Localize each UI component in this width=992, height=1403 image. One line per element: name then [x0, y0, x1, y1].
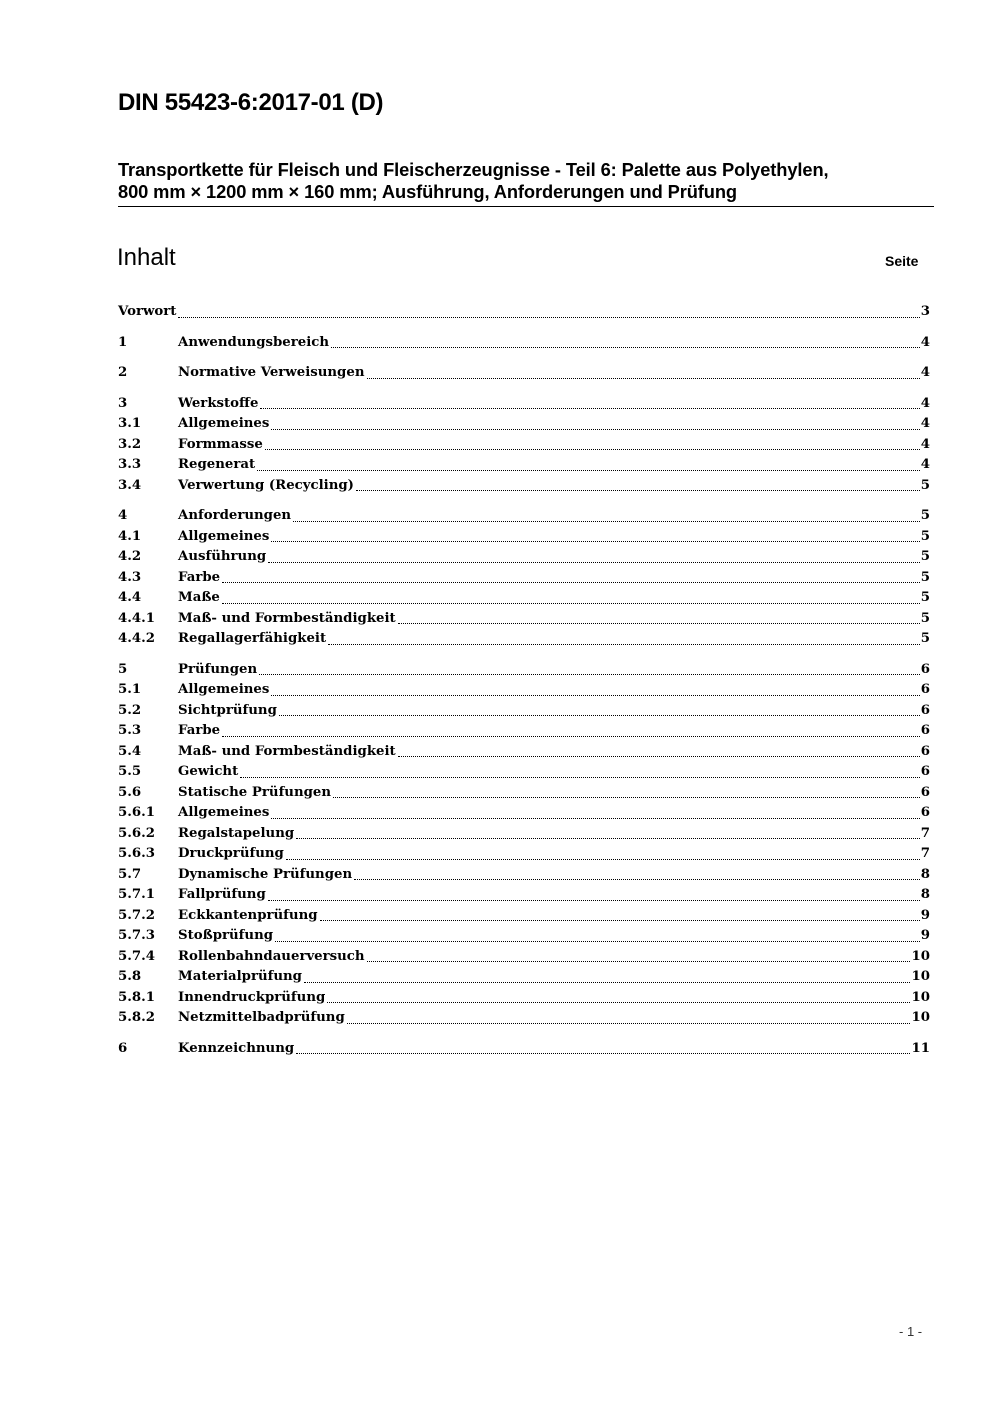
toc-entry-number: 5 [118, 661, 128, 677]
toc-entry-title: Regalstapelung [178, 825, 295, 841]
toc-entry[interactable] [118, 844, 930, 865]
toc-entry[interactable] [118, 865, 930, 886]
toc-entry-line [178, 803, 930, 824]
toc-entry-title: Dynamische Prüfungen [178, 866, 353, 882]
toc-entry[interactable] [118, 824, 930, 845]
toc-entry-page: 4 [920, 334, 930, 350]
toc-entry-page: 5 [920, 631, 930, 646]
toc-dot-leader [275, 940, 920, 942]
toc-entry-number: 5.8.1 [118, 989, 156, 1005]
toc-entry-page: 6 [920, 682, 930, 697]
toc-entry-page: 4 [920, 365, 930, 380]
toc-entry-title: Formmasse [178, 436, 263, 452]
toc-entry-page: 4 [920, 457, 930, 472]
toc-entry-number: 3 [118, 395, 128, 411]
toc-entry-line [178, 865, 930, 886]
toc-dot-leader [296, 1052, 910, 1054]
toc-dot-leader [268, 899, 920, 901]
toc-entry-title: Farbe [178, 723, 221, 738]
toc-entry-title: Maß- und Formbeständigkeit [178, 610, 396, 626]
toc-dot-leader [265, 448, 920, 450]
toc-entry[interactable] [118, 588, 930, 609]
toc-entry-page: 6 [920, 764, 930, 779]
document-title-line-1: Transportkette für Fleisch und Fleischerzeugnisse - Teil 6: Palette aus Polyethylen, [118, 159, 829, 180]
toc-entry-page: 7 [920, 846, 930, 861]
toc-entry-page: 5 [920, 477, 930, 493]
toc-entry-title: Vorwort [118, 304, 177, 319]
toc-entry-line [178, 721, 930, 742]
toc-entry[interactable] [118, 721, 930, 742]
toc-entry-number: 5.6.3 [118, 846, 156, 861]
toc-entry-title: Maß- und Formbeständigkeit [178, 743, 396, 759]
toc-dot-leader [222, 735, 920, 737]
toc-dot-leader [259, 673, 920, 675]
toc-entry-page: 10 [911, 969, 930, 984]
toc-entry-page: 10 [911, 989, 930, 1005]
toc-entry-page: 6 [920, 661, 930, 677]
toc-entry-line [178, 762, 930, 783]
toc-entry-page: 6 [920, 784, 930, 800]
toc-entry-page: 11 [911, 1040, 930, 1056]
toc-dot-leader [367, 377, 920, 379]
toc-entry-page: 5 [920, 528, 930, 544]
toc-entry-page: 8 [920, 887, 930, 902]
toc-entry-number: 5.7.3 [118, 928, 156, 943]
toc-entry-page: 10 [911, 948, 930, 964]
toc-dot-leader [279, 714, 920, 716]
toc-entry-line [178, 609, 930, 630]
toc-entry-page: 10 [911, 1010, 930, 1025]
toc-entry-line [178, 476, 930, 497]
toc-entry-line [178, 629, 930, 650]
toc-entry-page: 5 [920, 569, 930, 585]
toc-entry-number: 5.6.1 [118, 805, 156, 820]
toc-entry-page: 4 [920, 395, 930, 411]
toc-entry-line [178, 506, 930, 527]
toc-entry[interactable] [118, 629, 930, 650]
toc-entry[interactable] [118, 455, 930, 476]
toc-entry-number: 3.4 [118, 477, 142, 493]
toc-dot-leader [271, 540, 919, 542]
toc-entry-number: 5.7.1 [118, 887, 156, 902]
toc-entry[interactable] [118, 1008, 930, 1029]
toc-entry-title: Materialprüfung [178, 969, 302, 984]
toc-entry-page: 8 [920, 866, 930, 882]
toc-entry[interactable] [118, 506, 930, 527]
toc-entry-title: Anwendungsbereich [178, 334, 330, 350]
toc-entry-title: Stoßprüfung [178, 928, 274, 943]
toc-entry[interactable] [118, 394, 930, 415]
toc-entry-line [178, 988, 930, 1009]
toc-entry-title: Innendruckprüfung [178, 989, 326, 1005]
toc-entry-number: 4.4 [118, 590, 142, 605]
toc-entry-number: 3.3 [118, 457, 142, 472]
toc-dot-leader [222, 602, 920, 604]
document-title-line-2: 800 mm × 1200 mm × 160 mm; Ausführung, Anforderungen und Prüfung [118, 181, 737, 202]
toc-entry-number: 3.1 [118, 416, 142, 431]
toc-entry[interactable] [118, 547, 930, 568]
toc-entry[interactable] [118, 906, 930, 927]
toc-entry-page: 6 [920, 743, 930, 759]
toc-entry-line [178, 1039, 930, 1060]
table-of-contents [118, 302, 930, 1059]
toc-entry-title: Anforderungen [178, 508, 292, 523]
toc-entry[interactable] [118, 967, 930, 988]
toc-heading: Inhalt [117, 244, 176, 271]
toc-dot-leader [286, 858, 920, 860]
toc-entry-page: 5 [920, 508, 930, 523]
toc-dot-leader [398, 622, 920, 624]
toc-entry-line [178, 680, 930, 701]
toc-entry-title: Rollenbahndauerversuch [178, 948, 365, 964]
toc-entry[interactable] [118, 680, 930, 701]
toc-entry-page: 4 [920, 436, 930, 452]
toc-entry[interactable] [118, 803, 930, 824]
toc-entry[interactable] [118, 660, 930, 681]
toc-entry-title: Statische Prüfungen [178, 784, 332, 800]
toc-entry-number: 4.2 [118, 549, 142, 564]
toc-entry[interactable] [118, 701, 930, 722]
toc-dot-leader [260, 407, 919, 409]
toc-entry-number: 5.2 [118, 702, 142, 718]
toc-entry-number: 3.2 [118, 436, 142, 452]
toc-entry-line [178, 435, 930, 456]
toc-entry-title: Druckprüfung [178, 846, 284, 861]
toc-dot-leader [354, 878, 920, 880]
toc-entry-number: 5.8.2 [118, 1010, 156, 1025]
toc-entry[interactable] [118, 885, 930, 906]
toc-entry[interactable] [118, 947, 930, 968]
toc-entry-line [178, 701, 930, 722]
toc-entry-title: Allgemeines [178, 416, 270, 431]
toc-dot-leader [271, 817, 919, 819]
toc-entry-line [178, 783, 930, 804]
toc-entry-line [178, 547, 930, 568]
toc-entry-line [178, 967, 930, 988]
toc-entry-title: Netzmittelbadprüfung [178, 1010, 345, 1025]
toc-entry-title: Fallprüfung [178, 887, 266, 902]
toc-entry-title: Ausführung [178, 549, 267, 564]
toc-entry-page: 6 [920, 723, 930, 738]
toc-entry[interactable] [118, 476, 930, 497]
toc-entry[interactable] [118, 435, 930, 456]
toc-entry-line [178, 527, 930, 548]
toc-entry-number: 5.7 [118, 866, 142, 882]
toc-entry-number: 5.8 [118, 969, 142, 984]
toc-dot-leader [328, 643, 920, 645]
toc-entry-page: 9 [920, 928, 930, 943]
toc-entry-number: 2 [118, 365, 128, 380]
toc-entry-line [178, 363, 930, 384]
toc-entry-line [178, 588, 930, 609]
toc-dot-leader [356, 489, 920, 491]
title-divider [118, 206, 934, 207]
toc-dot-leader [333, 796, 920, 798]
toc-entry-number: 5.4 [118, 743, 142, 759]
toc-entry-line [178, 926, 930, 947]
toc-entry-title: Regenerat [178, 457, 256, 472]
toc-dot-leader [268, 561, 920, 563]
toc-entry-title: Allgemeines [178, 528, 270, 544]
toc-entry-page: 9 [920, 907, 930, 923]
toc-entry-page: 3 [920, 304, 930, 319]
toc-entry[interactable] [118, 742, 930, 763]
toc-dot-leader [304, 981, 911, 983]
toc-entry-number: 5.7.2 [118, 907, 156, 923]
toc-entry-number: 5.6 [118, 784, 142, 800]
toc-entry[interactable] [118, 926, 930, 947]
toc-entry-line [178, 394, 930, 415]
toc-dot-leader [293, 520, 920, 522]
toc-entry-title: Gewicht [178, 764, 239, 779]
toc-entry-title: Prüfungen [178, 661, 258, 677]
toc-entry-title: Allgemeines [178, 805, 270, 820]
toc-entry-title: Farbe [178, 569, 221, 585]
toc-entry-number: 4.4.1 [118, 610, 156, 626]
toc-entry-title: Werkstoffe [178, 395, 259, 411]
toc-entry-line [178, 947, 930, 968]
toc-entry-number: 5.6.2 [118, 825, 156, 841]
toc-dot-leader [347, 1022, 911, 1024]
toc-entry[interactable] [118, 1039, 930, 1060]
toc-entry[interactable] [118, 609, 930, 630]
toc-entry[interactable] [118, 762, 930, 783]
toc-dot-leader [398, 755, 920, 757]
toc-entry-title: Normative Verweisungen [178, 365, 365, 380]
toc-entry-page: 4 [920, 416, 930, 431]
toc-entry-line [178, 333, 930, 354]
toc-entry-line [178, 455, 930, 476]
toc-dot-leader [320, 919, 920, 921]
toc-entry-page: 5 [920, 590, 930, 605]
toc-entry-line [178, 1008, 930, 1029]
toc-entry-page: 5 [920, 549, 930, 564]
toc-entry-line [178, 414, 930, 435]
toc-entry-title: Kennzeichnung [178, 1040, 295, 1056]
toc-dot-leader [331, 346, 920, 348]
toc-entry-page: 7 [920, 825, 930, 841]
toc-entry-number: 5.5 [118, 764, 142, 779]
toc-entry-title: Regallagerfähigkeit [178, 631, 327, 646]
toc-entry-line [178, 885, 930, 906]
toc-entry-line [178, 844, 930, 865]
toc-entry-title: Maße [178, 590, 220, 605]
page-number: - 1 - [899, 1324, 923, 1339]
toc-entry-number: 5.1 [118, 682, 142, 697]
toc-entry[interactable] [118, 414, 930, 435]
toc-entry[interactable] [118, 568, 930, 589]
toc-entry-number: 4.4.2 [118, 631, 156, 646]
toc-entry-title: Sichtprüfung [178, 702, 277, 718]
toc-entry[interactable] [118, 527, 930, 548]
toc-entry-number: 6 [118, 1040, 128, 1056]
toc-entry-number: 1 [118, 334, 128, 350]
toc-entry-line [118, 302, 930, 323]
toc-dot-leader [271, 428, 919, 430]
toc-dot-leader [327, 1001, 910, 1003]
toc-entry-number: 4.1 [118, 528, 142, 544]
toc-entry-number: 4.3 [118, 569, 142, 585]
toc-entry-title: Allgemeines [178, 682, 270, 697]
toc-entry-title: Eckkantenprüfung [178, 907, 318, 923]
toc-entry-line [178, 742, 930, 763]
toc-entry[interactable] [118, 988, 930, 1009]
toc-entry-page: 6 [920, 805, 930, 820]
toc-dot-leader [257, 469, 920, 471]
toc-dot-leader [271, 694, 919, 696]
toc-entry-line [178, 906, 930, 927]
toc-entry[interactable] [118, 783, 930, 804]
toc-entry-page: 5 [920, 610, 930, 626]
toc-entry-number: 5.3 [118, 723, 142, 738]
toc-entry-page: 6 [920, 702, 930, 718]
document-id: DIN 55423-6:2017-01 (D) [118, 89, 384, 116]
toc-entry-line [178, 660, 930, 681]
toc-dot-leader [222, 581, 920, 583]
document-title [118, 159, 933, 203]
toc-entry[interactable] [118, 333, 930, 354]
toc-entry-line [178, 824, 930, 845]
toc-dot-leader [367, 960, 911, 962]
toc-dot-leader [296, 837, 920, 839]
toc-entry-line [178, 568, 930, 589]
toc-entry-title: Verwertung (Recycling) [178, 477, 354, 493]
toc-dot-leader [240, 776, 920, 778]
toc-entry-number: 4 [118, 508, 128, 523]
toc-dot-leader [178, 316, 919, 318]
toc-page-column-label: Seite [885, 253, 919, 269]
toc-entry-number: 5.7.4 [118, 948, 156, 964]
toc-entry[interactable] [118, 363, 930, 384]
toc-entry[interactable] [118, 302, 930, 323]
